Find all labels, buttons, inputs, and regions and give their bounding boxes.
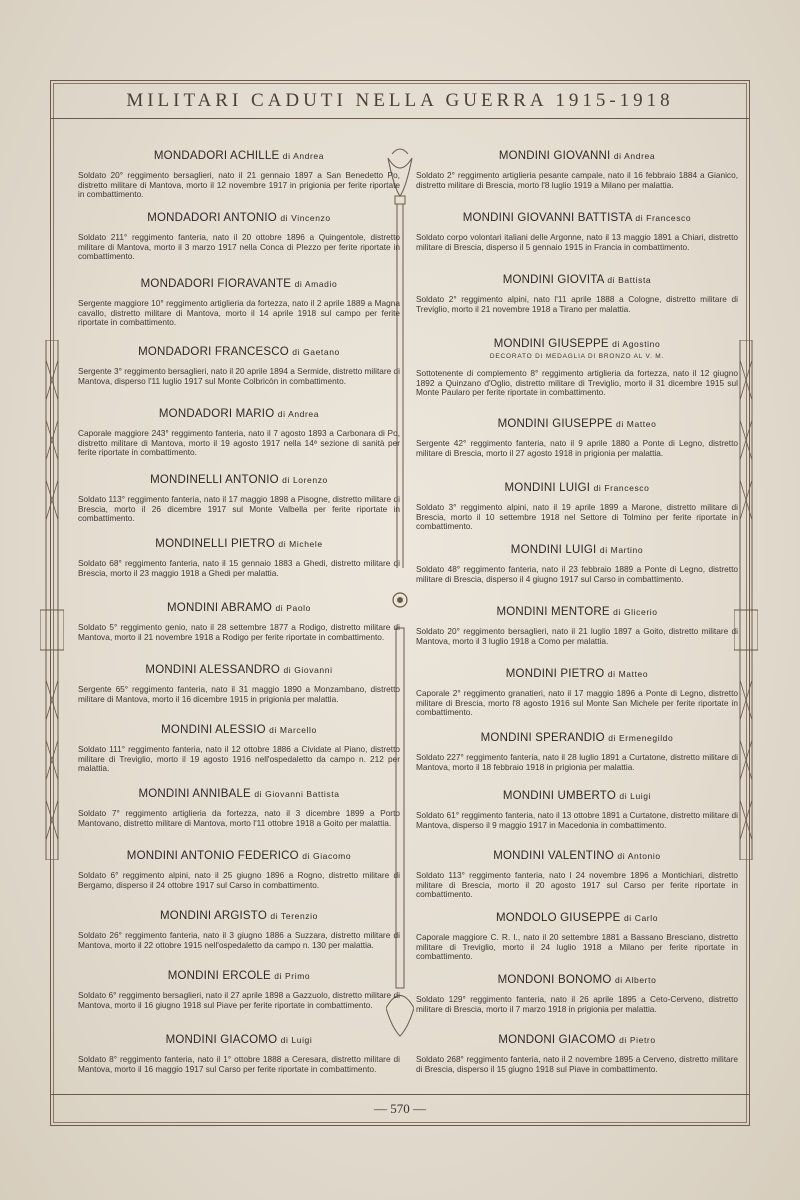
list-item bbox=[78, 408, 400, 458]
list-item bbox=[78, 850, 400, 890]
entry-name: MONDONI GIACOMO bbox=[498, 1034, 616, 1046]
entry-text: Sergente maggiore 10° reggimento artiglieria da fortezza, nato il 2 aprile 1889 a Magna cavallo, distretto militare di Mantova, morto il 14 aprile 1918 sul campo per ferite riportate in combattimento. bbox=[78, 298, 400, 328]
list-item bbox=[78, 278, 400, 328]
entry-text: Soldato 6° reggimento alpini, nato il 25 giugno 1896 a Rogno, distretto militare di Bergamo, disperso il 24 ottobre 1917 sul Carso in combattimento. bbox=[78, 870, 400, 890]
entry-text: Soldato 2° reggimento alpini, nato l'11 aprile 1888 a Cologne, distretto militare di Treviglio, morto il 21 novembre 1918 a Tirano per malattia. bbox=[416, 294, 738, 314]
list-item bbox=[416, 974, 738, 1014]
entry-name: MONDADORI ANTONIO bbox=[147, 212, 277, 224]
entry-text: Soldato 111° reggimento fanteria, nato il 12 ottobre 1886 a Cividate al Piano, distretto militare di Treviglio, morto il 19 agosto 1916 nell'ospedaletto da campo n. 212 per malattia. bbox=[78, 744, 400, 774]
entry-text: Soldato 3° reggimento alpini, nato il 19 aprile 1899 a Marone, distretto militare di Brescia, morto il 10 settembre 1918 nel Settore di Tolmino per ferite riportate in combattimento. bbox=[416, 502, 738, 532]
list-item bbox=[78, 664, 400, 704]
entry-parent: di Ermenegildo bbox=[608, 733, 674, 743]
list-item bbox=[78, 602, 400, 642]
entry-name: MONDADORI FIORAVANTE bbox=[140, 278, 292, 290]
entry-name: MONDINI ANNIBALE bbox=[138, 788, 251, 800]
footer-rule bbox=[50, 1094, 750, 1095]
entry-parent: di Glicerio bbox=[613, 607, 658, 617]
entry-name: MONDINI LUIGI bbox=[504, 482, 591, 494]
entry-text: Soldato 2° reggimento artiglieria pesante campale, nato il 16 febbraio 1884 a Gianico, distretto militare di Brescia, morto l'8 luglio 1919 a Milano per malattia. bbox=[416, 170, 738, 190]
entry-text: Soldato 61° reggimento fanteria, nato il 13 ottobre 1891 a Curtatone, distretto militare di Mantova, disperso il 9 maggio 1917 in Macedonia in combattimento. bbox=[416, 810, 738, 830]
entry-text: Soldato 48° reggimento fanteria, nato il 23 febbraio 1889 a Ponte di Legno, distretto militare di Brescia, disperso il 4 giugno 1917 sul Carso in combattimento. bbox=[416, 564, 738, 584]
entry-parent: di Battista bbox=[607, 275, 652, 285]
entry-parent: di Luigi bbox=[280, 1035, 313, 1045]
page-title: MILITARI CADUTI NELLA GUERRA 1915-1918 bbox=[126, 90, 674, 111]
entry-text: Soldato 113° reggimento fanteria, nato il 17 maggio 1898 a Pisogne, distretto militare di Brescia, morto il 26 dicembre 1917 sul Monte Valbella per ferite riportate in combattimento. bbox=[78, 494, 400, 524]
entry-name: MONDINI UMBERTO bbox=[502, 790, 616, 802]
entry-text: Soldato 20° reggimento bersaglieri, nato il 21 luglio 1897 a Goito, distretto militare di Mantova, morto il 3 luglio 1918 a Como per malattia. bbox=[416, 626, 738, 646]
entry-name: MONDINI LUIGI bbox=[510, 544, 597, 556]
list-item bbox=[416, 544, 738, 584]
entry-name: MONDADORI FRANCESCO bbox=[138, 346, 289, 358]
entry-parent: di Michele bbox=[278, 539, 323, 549]
entry-name: MONDINI PIETRO bbox=[505, 668, 605, 680]
entry-name: MONDINI GIUSEPPE bbox=[493, 338, 609, 350]
entry-text: Soldato corpo volontari italiani delle Argonne, nato il 13 maggio 1891 a Chiari, distretto militare di Brescia, disperso il 5 gennaio 1915 in Francia in combattimento. bbox=[416, 232, 738, 252]
entry-parent: di Carlo bbox=[623, 913, 659, 923]
entry-parent: di Andrea bbox=[277, 409, 320, 419]
entry-name: MONDADORI ACHILLE bbox=[153, 150, 280, 162]
entry-parent: di Primo bbox=[274, 971, 311, 981]
entry-text: Soldato 268° reggimento fanteria, nato il 2 novembre 1895 a Cerveno, distretto militare di Brescia, disperso il 15 giugno 1918 sul Piave in combattimento. bbox=[416, 1054, 738, 1074]
entry-name: MONDINI SPERANDIO bbox=[480, 732, 605, 744]
list-item bbox=[416, 912, 738, 962]
list-item bbox=[416, 418, 738, 458]
entry-parent: di Giovanni Battista bbox=[254, 789, 340, 799]
entry-name: MONDINI ABRAMO bbox=[167, 602, 273, 614]
entry-parent: di Alberto bbox=[614, 975, 657, 985]
list-item bbox=[78, 212, 400, 262]
entry-parent: di Francesco bbox=[635, 213, 692, 223]
list-item bbox=[416, 606, 738, 646]
entry-name: MONDINI GIUSEPPE bbox=[497, 418, 613, 430]
entry-name: MONDINI ALESSANDRO bbox=[145, 664, 281, 676]
entry-parent: di Luigi bbox=[619, 791, 652, 801]
entry-parent: di Andrea bbox=[613, 151, 656, 161]
entry-parent: di Matteo bbox=[616, 419, 657, 429]
list-item bbox=[78, 788, 400, 828]
entry-parent: di Vincenzo bbox=[280, 213, 331, 223]
list-item bbox=[78, 538, 400, 578]
entry-name: MONDINI ALESSIO bbox=[161, 724, 266, 736]
entry-parent: di Marcello bbox=[269, 725, 317, 735]
entry-parent: di Lorenzo bbox=[282, 475, 328, 485]
entry-parent: di Francesco bbox=[593, 483, 650, 493]
entry-text: Soldato 113° reggimento fanteria, nato l 24 novembre 1896 a Montichiari, distretto militare di Brescia, morto il 20 agosto 1917 sul Carso per ferite riportate in combattimento. bbox=[416, 870, 738, 900]
entry-text: Caporale 2° reggimento granatieri, nato il 17 maggio 1896 a Ponte di Legno, distretto militare di Brescia, morto l'8 agosto 1916 sul Monte San Michele per ferite riportate in combattimento. bbox=[416, 688, 738, 718]
list-item bbox=[78, 346, 400, 386]
entry-parent: di Gaetano bbox=[292, 347, 340, 357]
list-item bbox=[78, 474, 400, 524]
list-item bbox=[78, 724, 400, 774]
entry-text: Sergente 65° reggimento fanteria, nato il 31 maggio 1890 a Monzambano, distretto militare di Mantova, morto il 16 dicembre 1915 in prigionia per malattia. bbox=[78, 684, 400, 704]
entry-text: Caporale maggiore 243° reggimento fanteria, nato il 7 agosto 1893 a Carbonara di Po, distretto militare di Mantova, morto il 19 agosto 1917 nella 14ª sezione di sanità per ferite riportate in combattimento. bbox=[78, 428, 400, 458]
entry-parent: di Agostino bbox=[612, 339, 661, 349]
list-item bbox=[416, 274, 738, 314]
list-item bbox=[416, 1034, 738, 1074]
entry-text: Soldato 211° reggimento fanteria, nato il 20 ottobre 1896 a Quingentole, distretto militare di Mantova, morto il 3 marzo 1917 nella Conca di Plezzo per ferite riportate in combattimento. bbox=[78, 232, 400, 262]
entry-parent: di Pietro bbox=[619, 1035, 656, 1045]
entry-name: MONDINI GIOVANNI BATTISTA bbox=[462, 212, 632, 224]
entry-name: MONDINI MENTORE bbox=[496, 606, 610, 618]
entry-name: MONDINI GIOVITA bbox=[502, 274, 604, 286]
list-item bbox=[416, 732, 738, 772]
entry-text: Soldato 5° reggimento genio, nato il 28 settembre 1877 a Rodigo, distretto militare di Mantova, morto il 21 novembre 1918 a Rodigo per ferite riportate in combattimento. bbox=[78, 622, 400, 642]
entry-text: Soldato 7° reggimento artiglieria da fortezza, nato il 3 dicembre 1899 a Porto Mantovano, distretto militare di Mantova, morto l'11 ottobre 1918 a Goito per malattia. bbox=[78, 808, 400, 828]
entry-parent: di Matteo bbox=[607, 669, 649, 679]
list-item bbox=[416, 790, 738, 830]
entry-parent: di Giacomo bbox=[302, 851, 352, 861]
entry-name: MONDINI GIOVANNI bbox=[498, 150, 611, 162]
entry-parent: di Giovanni bbox=[283, 665, 333, 675]
entry-name: MONDOLO GIUSEPPE bbox=[495, 912, 621, 924]
entry-name: MONDINI ANTONIO FEDERICO bbox=[126, 850, 299, 862]
entry-parent: di Amadio bbox=[294, 279, 338, 289]
entry-text: Sergente 3° reggimento bersaglieri, nato il 20 aprile 1894 a Sermide, distretto militare di Mantova, disperso l'11 luglio 1917 sul Monte Colbricòn in combattimento. bbox=[78, 366, 400, 386]
entry-name: MONDINI ERCOLE bbox=[167, 970, 271, 982]
entry-parent: di Terenzio bbox=[270, 911, 318, 921]
list-item bbox=[78, 1034, 400, 1074]
entry-text: Soldato 8° reggimento fanteria, nato il 1° ottobre 1888 a Ceresara, distretto militare di Mantova, morto il 16 maggio 1917 sul Carso per ferite riportate in combattimento. bbox=[78, 1054, 400, 1074]
list-item bbox=[416, 338, 738, 398]
list-item bbox=[416, 482, 738, 532]
entry-text: Soldato 227° reggimento fanteria, nato il 28 luglio 1891 a Curtatone, distretto militare di Mantova, morto il 18 febbraio 1918 in prigionia per malattia. bbox=[416, 752, 738, 772]
entry-text: Soldato 129° reggimento fanteria, nato il 26 aprile 1895 a Ceto-Cerveno, distretto militare di Brescia, morto il 7 marzo 1918 in prigionia per malattia. bbox=[416, 994, 738, 1014]
entry-text: Sergente 42° reggimento fanteria, nato il 9 aprile 1880 a Ponte di Legno, distretto militare di Brescia, morto il 27 agosto 1918 in prigionia per malattia. bbox=[416, 438, 738, 458]
entry-parent: di Antonio bbox=[617, 851, 661, 861]
entry-name: MONDINI ARGISTO bbox=[160, 910, 267, 922]
list-item bbox=[78, 970, 400, 1010]
entry-parent: di Martino bbox=[599, 545, 644, 555]
entry-text: Caporale maggiore C. R. I., nato il 20 settembre 1881 a Bassano Bresciano, distretto militare di Treviglio, morto il 24 luglio 1918 a Milano per ferite riportate in combattimento. bbox=[416, 932, 738, 962]
entry-name: MONDADORI MARIO bbox=[158, 408, 275, 420]
header-rule bbox=[50, 118, 750, 119]
entry-text: Soldato 20° reggimento bersaglieri, nato il 21 gennaio 1897 a San Benedetto Po, distretto militare di Mantova, morto il 12 novembre 1917 in prigionia per ferite riportate in combattimento. bbox=[78, 170, 400, 200]
entry-name: MONDONI BONOMO bbox=[497, 974, 612, 986]
list-item bbox=[416, 850, 738, 900]
list-item bbox=[416, 150, 738, 190]
entry-text: Soldato 68° reggimento fanteria, nato il 15 gennaio 1883 a Ghedi, distretto militare di Brescia, morto il 23 maggio 1918 a Ghedi per malattia. bbox=[78, 558, 400, 578]
list-item bbox=[78, 910, 400, 950]
left-fasces-ornament-icon bbox=[40, 340, 64, 860]
decoration-note: DECORATO DI MEDAGLIA DI BRONZO AL V. M. bbox=[489, 353, 665, 360]
page-number: — 570 — bbox=[374, 1101, 426, 1116]
entry-name: MONDINELLI PIETRO bbox=[155, 538, 275, 550]
entry-name: MONDINELLI ANTONIO bbox=[150, 474, 279, 486]
entry-text: Sottotenente di complemento 8° reggimento artiglieria da fortezza, nato il 12 giugno 1892 a Quinzano d'Oglio, distretto militare di Treviglio, morto il 31 dicembre 1915 sul Monte Paularo per ferite riportate in combattimento. bbox=[416, 368, 738, 398]
entry-text: Soldato 6° reggimento bersaglieri, nato il 27 aprile 1898 a Gazzuolo, distretto militare di Mantova, morto il 16 giugno 1918 sul Piave per ferite riportate in combattimento. bbox=[78, 990, 400, 1010]
entry-name: MONDINI VALENTINO bbox=[493, 850, 614, 862]
list-item bbox=[416, 668, 738, 718]
entry-name: MONDINI GIACOMO bbox=[165, 1034, 278, 1046]
entry-text: Soldato 26° reggimento fanteria, nato il 3 giugno 1886 a Suzzara, distretto militare di Mantova, morto il 22 ottobre 1915 nell'ospedaletto da campo n. 130 per malattia. bbox=[78, 930, 400, 950]
list-item bbox=[416, 212, 738, 252]
entry-parent: di Andrea bbox=[282, 151, 325, 161]
entry-parent: di Paolo bbox=[275, 603, 311, 613]
list-item bbox=[78, 150, 400, 200]
